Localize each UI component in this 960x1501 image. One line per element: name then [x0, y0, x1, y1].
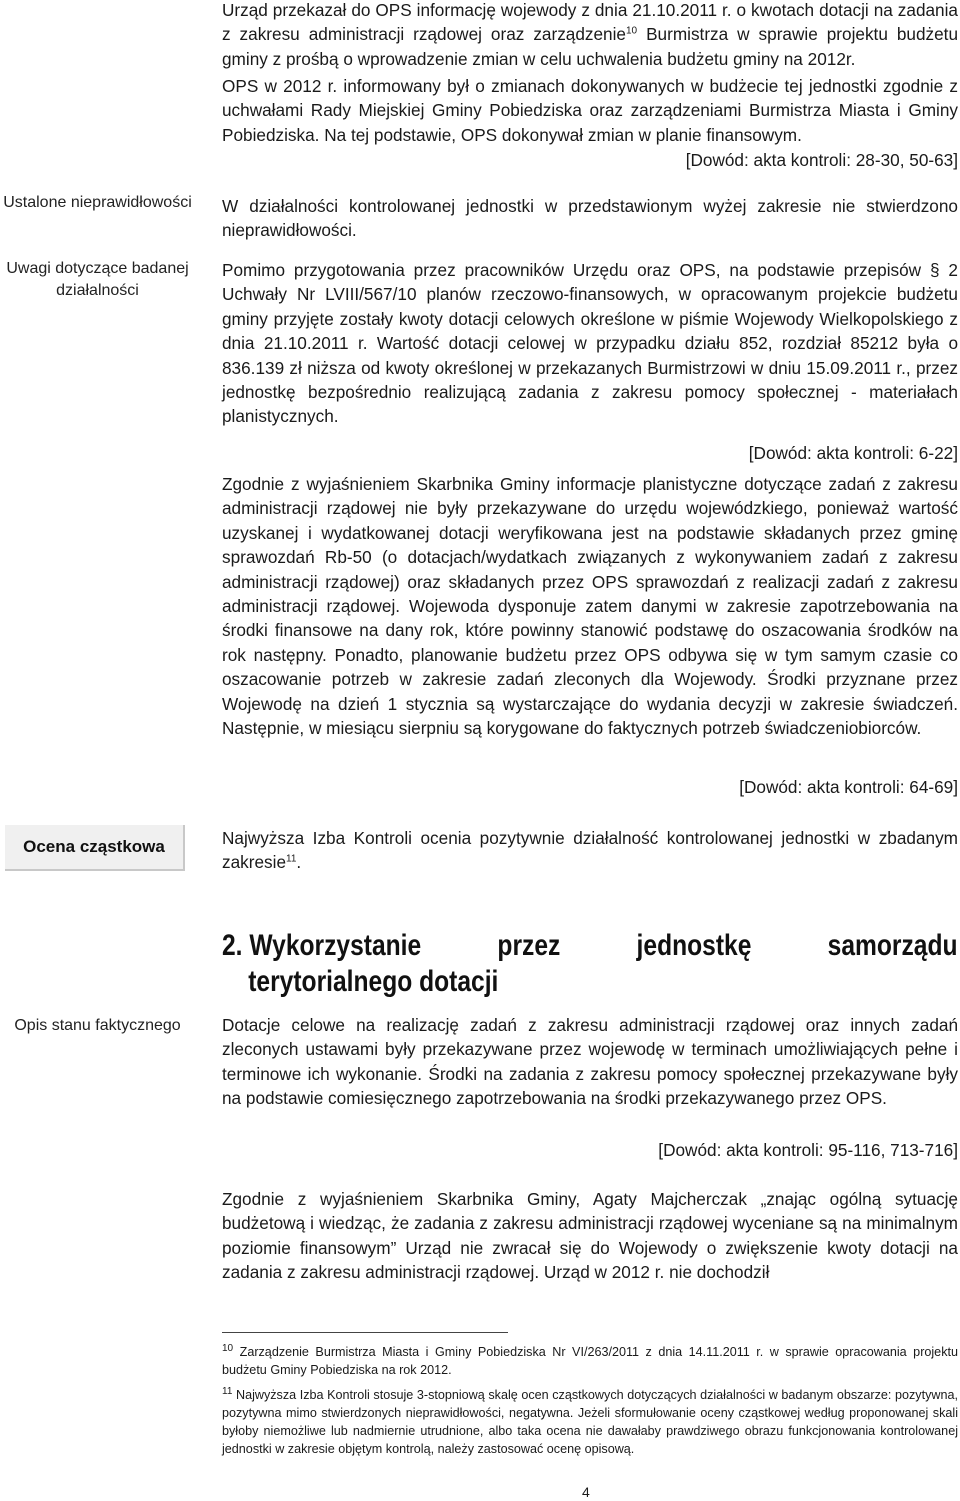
- sidebar-label-irregularities: Ustalone nieprawidłowości: [3, 194, 192, 211]
- paragraph-text: Burmistrza w sprawie projektu budżetu gminy z prośbą o wprowadzenie zmian w celu uchwalenia budżetu gminy na 2012r.: [222, 24, 959, 69]
- heading-line-2: terytorialnego dotacji: [248, 965, 499, 998]
- footnote-number: 11: [222, 1385, 233, 1397]
- sidebar-label-remarks: Uwagi dotyczące badanej działalności: [6, 260, 189, 299]
- footnote-divider: [222, 1332, 508, 1333]
- paragraph-partial-rating: [222, 826, 958, 875]
- footnote-10: [222, 1343, 958, 1379]
- footnote-text: Zarządzenie Burmistrza Miasta i Gminy Pobiedziska Nr VI/263/2011 z dnia 14.11.2011 r. w sprawie opracowania projektu budżetu Gminy Pobiedziska na rok 2012.: [222, 1345, 958, 1377]
- paragraph-remarks: Pomimo przygotowania przez pracowników Urzędu oraz OPS, na podstawie przepisów § 2 Uchwały Nr LVIII/567/10 planów rzeczowo-finansowych, w opracowanym projekcie budżetu gminy przyjęte zostały kwoty dotacji celowych określone w piśmie Wojewody Wielkopolskiego z dnia 21.10.2011 r. Wartość dotacji celowej w przypadku działu 852, rozdział 85212 była o 836.139 zł niższa od kwoty określonej w przekazanych Burmistrzowi w dniu 15.09.2011 r., przez jednostkę bezpośrednio realizującą zadania z zakresu pomocy społecznej - materiałach planistycznych.: [222, 260, 958, 427]
- paragraph-no-irregularities: W działalności kontrolowanej jednostki w przedstawionym wyżej zakresie nie stwierdzono nieprawidłowości.: [222, 196, 958, 241]
- heading-word: samorządu: [827, 929, 958, 962]
- heading-line-1: [222, 928, 958, 964]
- evidence-reference: [Dowód: akta kontroli: 95-116, 713-716]: [658, 1140, 958, 1160]
- sidebar-factual-state: [0, 1015, 195, 1037]
- paragraph-budget-changes: OPS w 2012 r. informowany był o zmianach dokonywanych w budżecie tej jednostki zgodnie z uchwałami Rady Miejskiej Gminy Pobiedziska oraz zarządzeniami Burmistrza Miasta i Gminy Pobiedziska. Na tej podstawie, OPS dokonywał zmian w planie finansowym.: [222, 76, 958, 145]
- evidence-reference: [Dowód: akta kontroli: 28-30, 50-63]: [685, 150, 958, 170]
- evidence-reference: [Dowód: akta kontroli: 64-69]: [739, 777, 958, 797]
- paragraph-text: .: [296, 852, 302, 873]
- paragraph-subsidies: Dotacje celowe na realizację zadań z zakresu administracji rządowej oraz innych zadań zleconych ustawami były przekazywane przez wojewodę w terminach umożliwiających pełne i terminowe ich wykonanie. Środki na zadania z zakresu pomocy społecznej przekazywane były na podstawie comiesięcznego zapotrzebowania na środki przekazywanego przez OPS.: [222, 1015, 958, 1109]
- paragraph-treasurer-explanation: Zgodnie z wyjaśnieniem Skarbnika Gminy informacje planistyczne dotyczące zadań z zakresu administracji rządowej nie były przekazywane do urzędu wojewódzkiego, ponieważ wartość uzyskanej i wydatkowanej dotacji weryfikowana jest na podstawie składanych przez gminę sprawozdań Rb-50 (o dotacjach/wydatkach związanych z wykonywaniem zadań z zakresu administracji rządowej) oraz składanych przez OPS sprawozdań z realizacji zadań z zakresu administracji rządowej. Wojewoda dysponuje zatem danymi w zakresie zapotrzebowania na środki finansowe na dany rok, które powinny stanowić podstawę do oszacowania środków na rok następny. Ponadto, planowanie budżetu przez OPS odbywa się w tym samym czasie co oszacowanie potrzeb w zakresie zadań zleconych dla Wojewody. Środki przyznane przez Wojewodę na dzień 1 stycznia są wystarczające do wydania decyzji w zakresie świadczeń. Następnie, w miesiącu sierpniu są korygowane do faktycznych potrzeb świadczeniobiorców.: [222, 474, 958, 739]
- footnote-text: Najwyższa Izba Kontroli stosuje 3-stopniową skalę ocen cząstkowych dotyczących działalności w badanym obszarze: pozytywna, pozytywna mimo stwierdzonych nieprawidłowości, negatywna. Jeżeli sformułowanie oceny cząstkowej według proponowanej skali byłoby niemożliwe lub nadmiernie utrudnione, albo taka ocena nie dawałaby prawdziwego obrazu funkcjonowania kontrolowanej jednostki w zakresie objętym kontrolą, należy zastosować ocenę opisową.: [222, 1388, 958, 1456]
- evidence-reference: [Dowód: akta kontroli: 6-22]: [748, 443, 958, 463]
- section-heading: [222, 928, 958, 1000]
- footnote-11: [222, 1386, 958, 1458]
- footnote-ref-10: 10: [626, 25, 638, 37]
- heading-word: jednostkę: [636, 929, 752, 962]
- footnote-number: 10: [222, 1342, 234, 1354]
- partial-rating-box: Ocena cząstkowa: [5, 825, 185, 871]
- heading-word: przez: [497, 929, 561, 962]
- sidebar-irregularities: [0, 192, 195, 214]
- paragraph-text: Najwyższa Izba Kontroli ocenia pozytywnie działalność kontrolowanej jednostki w zbadanym zakresie: [222, 828, 958, 873]
- page-number: 4: [582, 1484, 590, 1500]
- paragraph-text: Urząd przekazał do OPS informację wojewody z dnia 21.10.2011 r. o kwotach dotacji na zadania z zakresu administracji rządowej oraz zarządzenie: [222, 0, 958, 45]
- heading-number: 2. Wykorzystanie: [222, 929, 422, 962]
- sidebar-remarks: [0, 258, 195, 302]
- sidebar-label-factual-state: Opis stanu faktycznego: [14, 1017, 181, 1034]
- footnote-ref-11: 11: [286, 853, 297, 865]
- paragraph-info-transfer: [222, 0, 958, 71]
- paragraph-treasurer-quote: Zgodnie z wyjaśnieniem Skarbnika Gminy, Agaty Majcherczak „znając ogólną sytuację budżetową i wiedząc, że zadania z zakresu administracji rządowej wyceniane są na minimalnym poziomie finansowym” Urząd nie zwracał się do Wojewody o zwiększenie kwoty dotacji na zadania z zakresu administracji rządowej. Urząd w 2012 r. nie dochodził: [222, 1189, 958, 1283]
